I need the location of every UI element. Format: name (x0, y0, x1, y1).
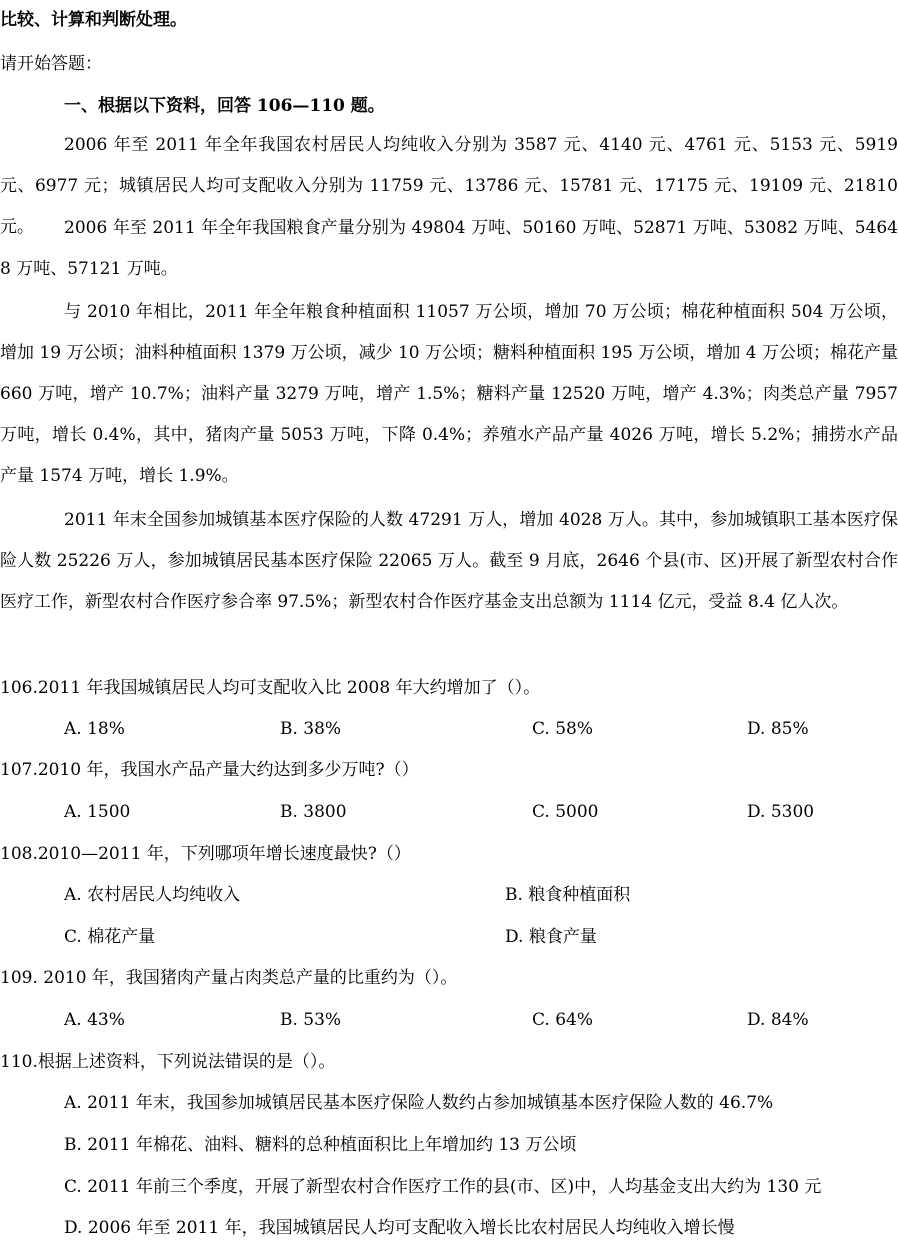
question-110-stem: 110.根据上述资料，下列说法错误的是（）。 (0, 1052, 336, 1072)
question-109-option-d[interactable]: D. 84% (747, 1010, 809, 1030)
question-110-option-a[interactable]: A. 2011 年末，我国参加城镇居民基本医疗保险人数约占参加城镇基本医疗保险人数的 46.7% (64, 1093, 774, 1113)
question-107-option-c[interactable]: C. 5000 (532, 802, 599, 822)
material-paragraph-grain: 2006 年至 2011 年全年我国粮食产量分别为 49804 万吨、50160 万吨、52871 万吨、53082 万吨、54648 万吨、57121 万吨。 (0, 218, 898, 279)
question-107-option-a[interactable]: A. 1500 (64, 802, 131, 822)
question-109-stem: 109. 2010 年，我国猪肉产量占肉类总产量的比重约为（）。 (0, 968, 458, 988)
question-106-stem: 106.2011 年我国城镇居民人均可支配收入比 2008 年大约增加了（）。 (0, 678, 541, 698)
question-110-option-d[interactable]: D. 2006 年至 2011 年，我国城镇居民人均可支配收入增长比农村居民人均纯收入增长慢 (64, 1218, 735, 1238)
material-paragraph-insurance: 2011 年末全国参加城镇基本医疗保险的人数 47291 万人，增加 4028 万人。其中，参加城镇职工基本医疗保险人数 25226 万人，参加城镇居民基本医疗保险 22065 万人。截至 9 月底，2646 个县(市、区)开展了新型农村合作医疗工作，新型农村合作医疗参合率 97.5%；新型农村合作医疗基金支出总额为 1114 亿元，受益 8.4 亿人次。 (0, 510, 898, 612)
material-paragraph-income: 2006 年至 2011 年全年我国农村居民人均纯收入分别为 3587 元、4140 元、4761 元、5153 元、5919 元、6977 元；城镇居民人均可支配收入分别为 11759 元、13786 元、15781 元、17175 元、19109 元、21810 元。 (0, 135, 898, 237)
question-109-option-a[interactable]: A. 43% (64, 1010, 125, 1030)
question-108-option-d[interactable]: D. 粮食产量 (505, 927, 597, 947)
section-title: 一、根据以下资料，回答 106—110 题。 (64, 96, 385, 116)
question-108-stem: 108.2010—2011 年，下列哪项年增长速度最快?（） (0, 844, 411, 864)
question-106-option-c[interactable]: C. 58% (532, 719, 593, 739)
question-106-option-a[interactable]: A. 18% (64, 719, 125, 739)
question-108-option-a[interactable]: A. 农村居民人均纯收入 (64, 885, 241, 905)
instruction-line: 请开始答题： (0, 54, 102, 74)
question-106-option-d[interactable]: D. 85% (747, 719, 809, 739)
material-paragraph-crops: 与 2010 年相比，2011 年全年粮食种植面积 11057 万公顷，增加 70 万公顷；棉花种植面积 504 万公顷，增加 19 万公顷；油料种植面积 1379 万公顷，减少 10 万公顷；糖料种植面积 195 万公顷，增加 4 万公顷；棉花产量 660 万吨，增产 10.7%；油料产量 3279 万吨，增产 1.5%；糖料产量 12520 万吨，增产 4.3%；肉类总产量 7957 万吨，增长 0.4%，其中，猪肉产量 5053 万吨，下降 0.4%；养殖水产品产量 4026 万吨，增长 5.2%；捕捞水产品产量 1574 万吨，增长 1.9%。 (0, 302, 898, 486)
question-110-option-c[interactable]: C. 2011 年前三个季度，开展了新型农村合作医疗工作的县(市、区)中，人均基金支出大约为 130 元 (64, 1177, 822, 1197)
question-107-option-d[interactable]: D. 5300 (747, 802, 815, 822)
question-109-option-c[interactable]: C. 64% (532, 1010, 593, 1030)
question-106-option-b[interactable]: B. 38% (280, 719, 342, 739)
question-110-option-b[interactable]: B. 2011 年棉花、油料、糖料的总种植面积比上年增加约 13 万公顷 (64, 1135, 577, 1155)
question-107-option-b[interactable]: B. 3800 (280, 802, 347, 822)
question-108-option-b[interactable]: B. 粮食种植面积 (505, 885, 631, 905)
question-107-stem: 107.2010 年，我国水产品产量大约达到多少万吨?（） (0, 760, 419, 780)
question-109-option-b[interactable]: B. 53% (280, 1010, 342, 1030)
question-108-option-c[interactable]: C. 棉花产量 (64, 927, 156, 947)
intro-line: 比较、计算和判断处理。 (0, 10, 187, 30)
